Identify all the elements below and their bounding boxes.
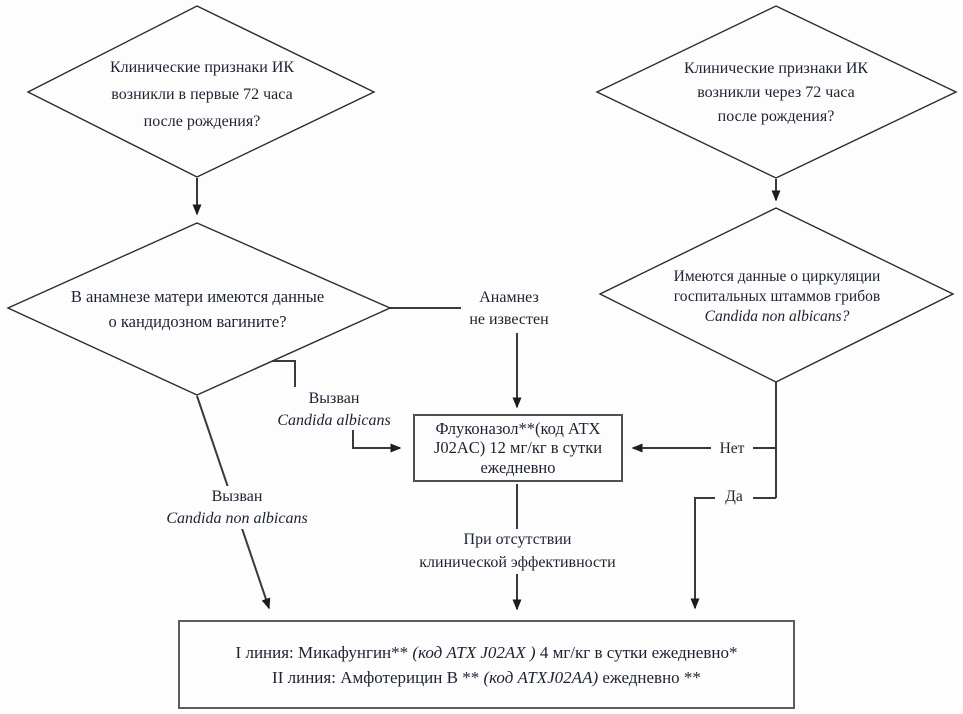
- diamond-signs-first-72h-text: [57, 54, 347, 135]
- d1-line1: Клинические признаки ИК: [109, 59, 295, 76]
- caused-albicans-line1: Вызван: [308, 390, 360, 407]
- label-yes: Да: [715, 487, 753, 507]
- caused-non-albicans-line2: Candida non albicans: [166, 509, 308, 527]
- result-line1-post: 4 мг/кг в сутки ежедневно*: [535, 642, 738, 662]
- caused-albicans-line2: Candida albicans: [277, 411, 391, 429]
- d4-line2: госпитальных штаммов грибов: [673, 288, 881, 305]
- anamnesis-line2: не известен: [469, 311, 549, 328]
- result-line1-pre: I линия: Микафунгин**: [235, 642, 413, 662]
- result-line2-pre: II линия: Амфотерицин В **: [272, 667, 484, 687]
- connector-caused-albicans-to-fluconazole: [353, 430, 400, 448]
- label-anamnesis-unknown: [450, 287, 568, 331]
- treatment-lines-box: [178, 620, 795, 709]
- d3-line2: о кандидозном вагините?: [108, 312, 287, 331]
- d4-line3-candida: Candida non albicans?: [704, 308, 850, 325]
- diamond-hospital-strains-text: [631, 267, 923, 327]
- d2-line2: возникли через 72 часа: [697, 84, 855, 101]
- result-line1-atc-code: (код АТХ J02AX ): [412, 642, 536, 662]
- result-line2-atc-code: (код АТХJ02AA): [483, 667, 599, 687]
- result-line2: [180, 665, 793, 690]
- d2-line1: Клинические признаки ИК: [683, 60, 869, 77]
- anamnesis-line1: Анамнез: [479, 289, 539, 306]
- result-line1: [180, 640, 793, 665]
- fluconazole-line3: ежедневно: [480, 457, 556, 477]
- no-effect-line1: При отсутствии: [463, 531, 572, 548]
- label-caused-candida-albicans: [252, 388, 416, 431]
- label-no-clinical-effect: [400, 529, 635, 574]
- diamond-signs-after-72h-text: [631, 57, 921, 129]
- caused-non-albicans-line1: Вызван: [211, 488, 263, 505]
- diamond-mother-history-text: [35, 284, 360, 334]
- connector-yes-to-result: [695, 498, 776, 608]
- d2-line3: после рождения?: [717, 108, 835, 125]
- label-no: Нет: [711, 439, 753, 459]
- fluconazole-box: [413, 414, 623, 482]
- result-line2-post: ежедневно **: [598, 667, 701, 687]
- d1-line3: после рождения?: [143, 113, 261, 130]
- d3-line1: В анамнезе матери имеются данные: [70, 287, 325, 306]
- no-effect-line2: клинической эффективности: [419, 553, 616, 571]
- fluconazole-line2: J02AC) 12 мг/кг в сутки: [433, 438, 603, 458]
- d1-line2: возникли в первые 72 часа: [111, 86, 293, 103]
- d4-line1: Имеются данные о циркуляции: [673, 268, 881, 285]
- label-caused-candida-non-albicans: [148, 486, 326, 529]
- connector-d3-to-caused-albicans: [272, 361, 295, 387]
- fluconazole-line1: Флуконазол**(код АТХ: [435, 418, 601, 438]
